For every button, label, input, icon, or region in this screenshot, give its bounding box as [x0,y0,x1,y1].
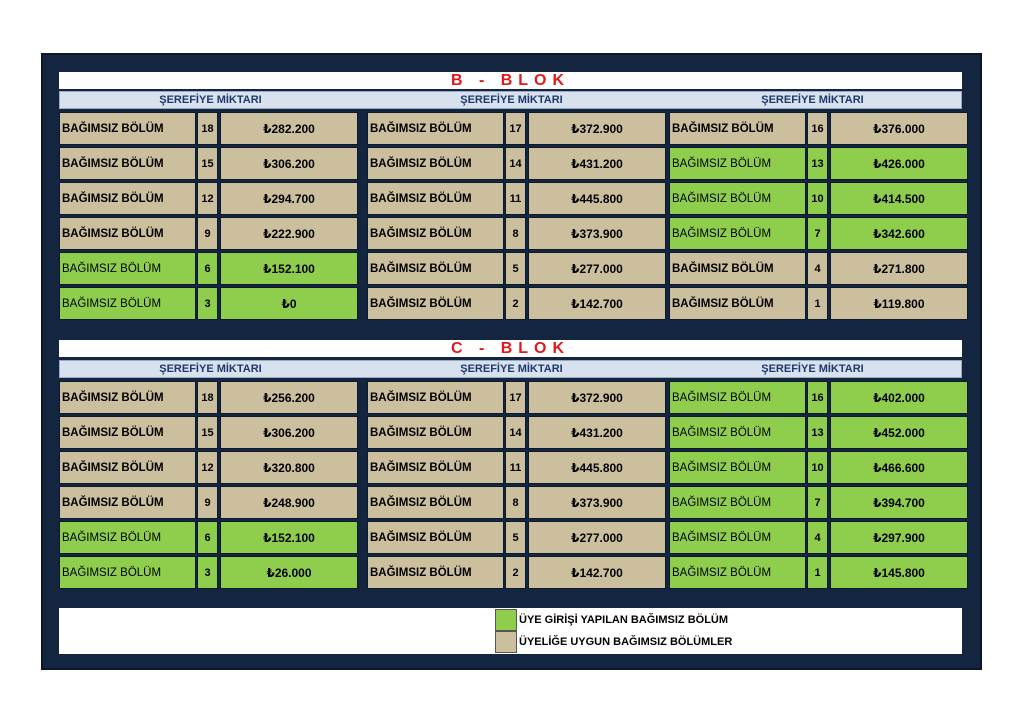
unit-number: 18 [197,112,218,145]
unit-number: 16 [807,381,828,414]
unit-number: 11 [505,182,526,215]
unit-label: BAĞIMSIZ BÖLÜM [367,252,504,285]
unit-label: BAĞIMSIZ BÖLÜM [669,182,806,215]
unit-label: BAĞIMSIZ BÖLÜM [59,217,196,250]
unit-label: BAĞIMSIZ BÖLÜM [669,147,806,180]
unit-number: 15 [197,147,218,180]
unit-number: 13 [807,147,828,180]
unit-label: BAĞIMSIZ BÖLÜM [59,486,196,519]
unit-amount: ₺277.000 [528,521,666,554]
legend-item-available [495,631,732,653]
unit-amount: ₺0 [220,287,358,320]
block-header-c [59,360,962,378]
unit-amount: ₺26.000 [220,556,358,589]
unit-label: BAĞIMSIZ BÖLÜM [59,416,196,449]
block-header-b [59,91,962,109]
unit-number: 18 [197,381,218,414]
unit-label: BAĞIMSIZ BÖLÜM [669,112,806,145]
column-header: ŞEREFİYE MİKTARI [460,94,563,106]
unit-number: 17 [505,112,526,145]
unit-label: BAĞIMSIZ BÖLÜM [669,287,806,320]
unit-label: BAĞIMSIZ BÖLÜM [59,556,196,589]
unit-number: 4 [807,252,828,285]
unit-label: BAĞIMSIZ BÖLÜM [367,381,504,414]
unit-label: BAĞIMSIZ BÖLÜM [59,521,196,554]
unit-label: BAĞIMSIZ BÖLÜM [669,556,806,589]
legend-item-member [495,609,728,631]
unit-amount: ₺119.800 [830,287,968,320]
unit-amount: ₺445.800 [528,451,666,484]
block-title-b: B - BLOK [59,72,962,89]
unit-number: 14 [505,147,526,180]
legend-swatch-tan [495,631,517,653]
unit-label: BAĞIMSIZ BÖLÜM [59,381,196,414]
unit-number: 15 [197,416,218,449]
unit-number: 3 [197,287,218,320]
unit-number: 6 [197,521,218,554]
legend [59,608,962,654]
unit-number: 3 [197,556,218,589]
unit-amount: ₺445.800 [528,182,666,215]
unit-number: 4 [807,521,828,554]
unit-label: BAĞIMSIZ BÖLÜM [367,182,504,215]
unit-number: 2 [505,287,526,320]
unit-number: 5 [505,521,526,554]
unit-amount: ₺373.900 [528,217,666,250]
unit-number: 14 [505,416,526,449]
unit-number: 1 [807,287,828,320]
unit-amount: ₺306.200 [220,147,358,180]
unit-number: 11 [505,451,526,484]
unit-amount: ₺431.200 [528,147,666,180]
unit-amount: ₺466.600 [830,451,968,484]
unit-amount: ₺373.900 [528,486,666,519]
unit-number: 6 [197,252,218,285]
unit-label: BAĞIMSIZ BÖLÜM [59,287,196,320]
unit-label: BAĞIMSIZ BÖLÜM [367,416,504,449]
unit-label: BAĞIMSIZ BÖLÜM [367,287,504,320]
unit-label: BAĞIMSIZ BÖLÜM [59,182,196,215]
unit-label: BAĞIMSIZ BÖLÜM [367,521,504,554]
unit-number: 16 [807,112,828,145]
unit-amount: ₺142.700 [528,287,666,320]
unit-amount: ₺372.900 [528,112,666,145]
unit-number: 12 [197,182,218,215]
unit-label: BAĞIMSIZ BÖLÜM [367,486,504,519]
unit-label: BAĞIMSIZ BÖLÜM [367,556,504,589]
unit-number: 13 [807,416,828,449]
unit-amount: ₺271.800 [830,252,968,285]
unit-number: 7 [807,486,828,519]
unit-label: BAĞIMSIZ BÖLÜM [669,416,806,449]
unit-label: BAĞIMSIZ BÖLÜM [669,217,806,250]
unit-label: BAĞIMSIZ BÖLÜM [669,381,806,414]
unit-amount: ₺372.900 [528,381,666,414]
unit-label: BAĞIMSIZ BÖLÜM [669,451,806,484]
unit-label: BAĞIMSIZ BÖLÜM [59,147,196,180]
column-header: ŞEREFİYE MİKTARI [761,94,864,106]
column-header: ŞEREFİYE MİKTARI [159,94,262,106]
unit-amount: ₺256.200 [220,381,358,414]
column-header: ŞEREFİYE MİKTARI [159,363,262,375]
unit-amount: ₺297.900 [830,521,968,554]
unit-label: BAĞIMSIZ BÖLÜM [669,521,806,554]
unit-amount: ₺282.200 [220,112,358,145]
unit-number: 9 [197,486,218,519]
unit-amount: ₺342.600 [830,217,968,250]
unit-amount: ₺142.700 [528,556,666,589]
unit-amount: ₺376.000 [830,112,968,145]
unit-label: BAĞIMSIZ BÖLÜM [669,252,806,285]
unit-label: BAĞIMSIZ BÖLÜM [59,252,196,285]
unit-amount: ₺145.800 [830,556,968,589]
unit-amount: ₺414.500 [830,182,968,215]
unit-amount: ₺452.000 [830,416,968,449]
legend-label: ÜYELİĞE UYGUN BAĞIMSIZ BÖLÜMLER [519,636,733,648]
unit-number: 1 [807,556,828,589]
unit-number: 2 [505,556,526,589]
unit-label: BAĞIMSIZ BÖLÜM [367,112,504,145]
unit-amount: ₺152.100 [220,252,358,285]
unit-number: 7 [807,217,828,250]
unit-label: BAĞIMSIZ BÖLÜM [367,147,504,180]
unit-number: 8 [505,486,526,519]
block-title-c: C - BLOK [59,340,962,357]
unit-label: BAĞIMSIZ BÖLÜM [367,217,504,250]
unit-number: 10 [807,182,828,215]
legend-label: ÜYE GİRİŞİ YAPILAN BAĞIMSIZ BÖLÜM [519,614,729,626]
unit-amount: ₺394.700 [830,486,968,519]
unit-number: 10 [807,451,828,484]
legend-swatch-green [495,609,517,631]
unit-number: 8 [505,217,526,250]
unit-amount: ₺277.000 [528,252,666,285]
unit-label: BAĞIMSIZ BÖLÜM [367,451,504,484]
unit-amount: ₺294.700 [220,182,358,215]
unit-amount: ₺306.200 [220,416,358,449]
column-header: ŞEREFİYE MİKTARI [761,363,864,375]
unit-amount: ₺402.000 [830,381,968,414]
unit-label: BAĞIMSIZ BÖLÜM [59,451,196,484]
unit-label: BAĞIMSIZ BÖLÜM [59,112,196,145]
unit-amount: ₺152.100 [220,521,358,554]
unit-label: BAĞIMSIZ BÖLÜM [669,486,806,519]
unit-number: 9 [197,217,218,250]
unit-amount: ₺426.000 [830,147,968,180]
unit-amount: ₺222.900 [220,217,358,250]
unit-number: 5 [505,252,526,285]
unit-number: 12 [197,451,218,484]
unit-amount: ₺431.200 [528,416,666,449]
unit-number: 17 [505,381,526,414]
column-header: ŞEREFİYE MİKTARI [460,363,563,375]
unit-amount: ₺248.900 [220,486,358,519]
unit-amount: ₺320.800 [220,451,358,484]
